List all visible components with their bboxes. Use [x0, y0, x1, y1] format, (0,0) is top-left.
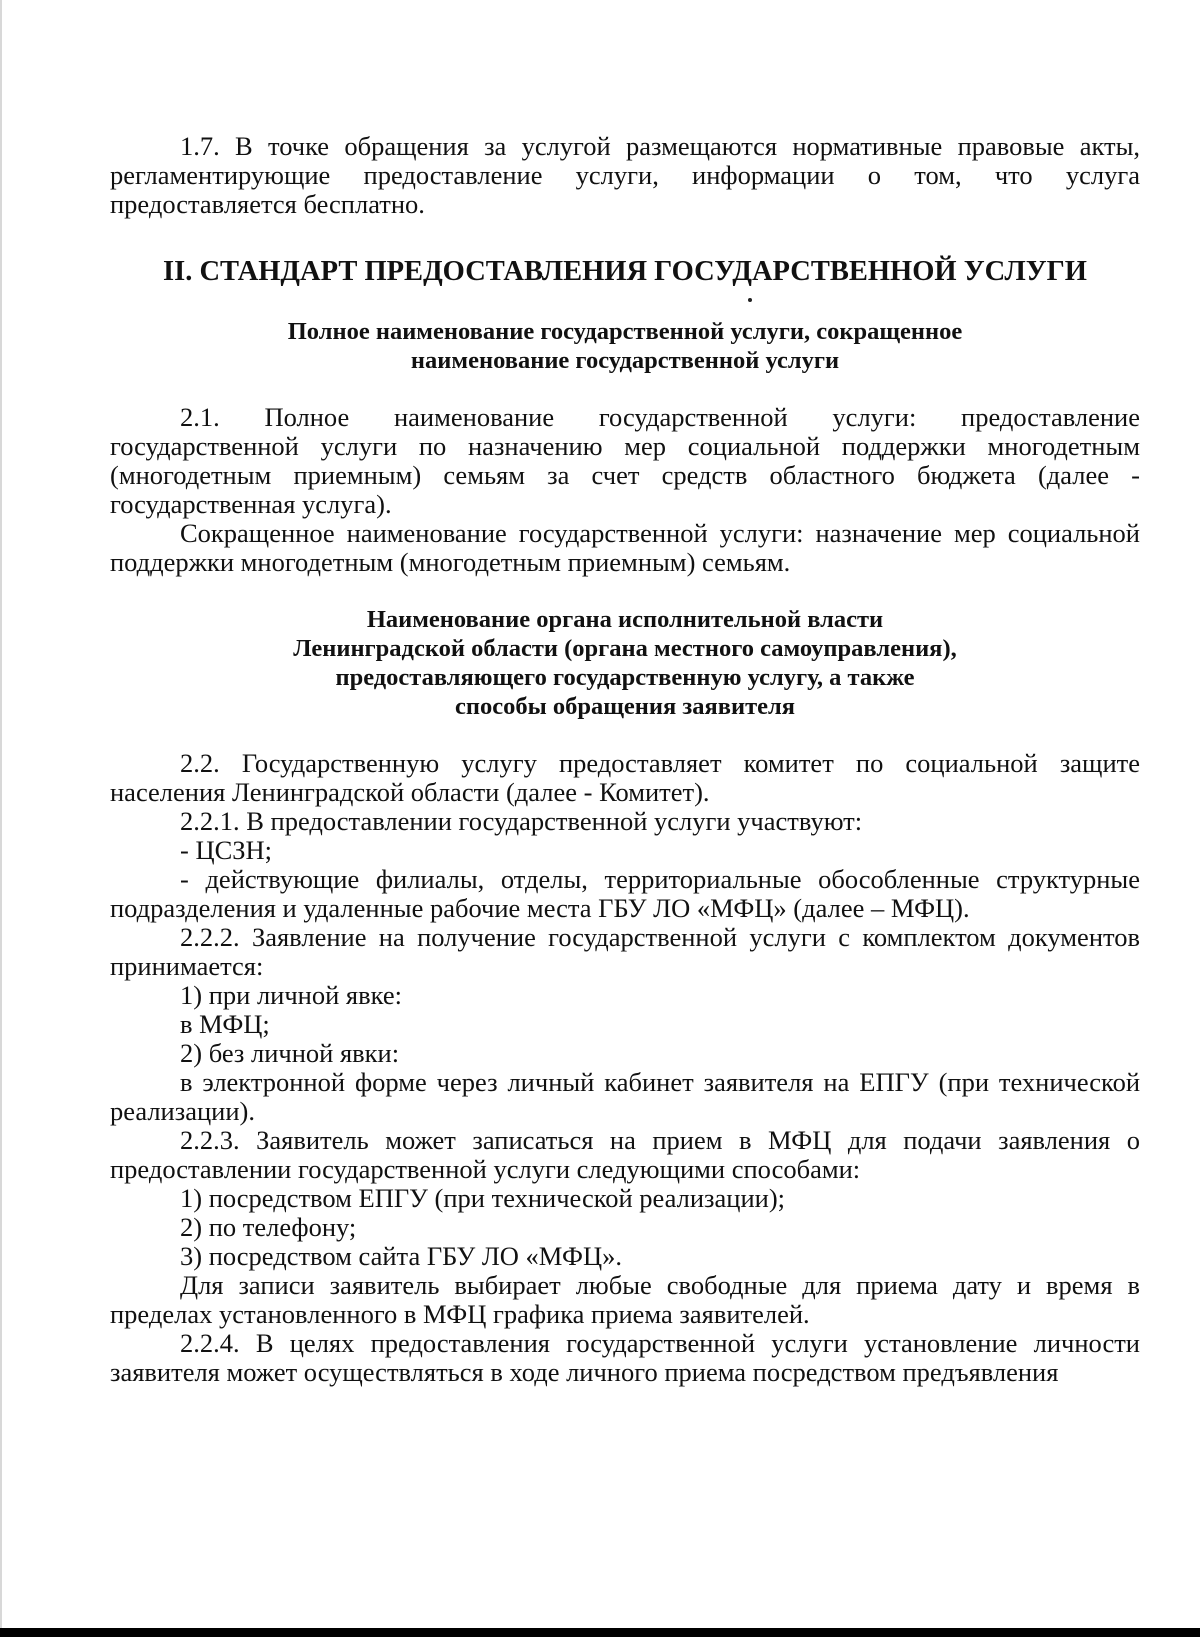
subtitle-full-name-line1: Полное наименование государственной услуги, сокращенное — [287, 318, 963, 345]
paragraph-2-1-short-name: Сокращенное наименование государственной услуги: назначение мер социальной поддержки многодетным (многодетным приемным) семьям. — [110, 518, 1140, 577]
list-item-no-visit: 2) без личной явки: — [180, 1038, 400, 1068]
list-item-electronic-form: в электронной форме через личный кабинет заявителя на ЕПГУ (при технической реализации). — [110, 1067, 1140, 1126]
paragraph-booking-note: Для записи заявитель выбирает любые свободные для приема дату и время в пределах установленного в МФЦ графика приема заявителей. — [110, 1270, 1140, 1329]
paragraph-2-2: 2.2. Государственную услугу предоставляет комитет по социальной защите населения Ленинградской области (далее - Комитет). — [110, 748, 1140, 807]
subtitle-full-name-line2: наименование государственной услуги — [410, 347, 840, 374]
section-title: II. СТАНДАРТ ПРЕДОСТАВЛЕНИЯ ГОСУДАРСТВЕННОЙ УСЛУГИ — [163, 256, 1087, 287]
paragraph-2-2-2: 2.2.2. Заявление на получение государственной услуги с комплектом документов принимается: — [110, 922, 1140, 981]
paragraph-2-2-3: 2.2.3. Заявитель может записаться на прием в МФЦ для подачи заявления о предоставлении государственной услуги следующими способами: — [110, 1125, 1140, 1184]
subtitle-authority-line3: предоставляющего государственную услугу, а также — [335, 664, 915, 691]
paragraph-2-1: 2.1. Полное наименование государственной услуги: предоставление государственной услуги по назначению мер социальной поддержки многодетным (многодетным приемным) семьям за счет средств областного бюджета (далее - государственная услуга). — [110, 402, 1140, 519]
paragraph-2-2-4: 2.2.4. В целях предоставления государственной услуги установление личности заявителя может осуществляться в ходе личного приема посредством предъявления — [110, 1328, 1140, 1387]
subtitle-authority-line1: Наименование органа исполнительной власти — [366, 606, 884, 633]
list-item-mfc-branches: - действующие филиалы, отделы, территориальные обособленные структурные подразделения и удаленные рабочие места ГБУ ЛО «МФЦ» (далее – МФЦ). — [110, 864, 1140, 923]
paragraph-2-2-1: 2.2.1. В предоставлении государственной услуги участвуют: — [180, 806, 863, 836]
list-item-in-mfc: в МФЦ; — [180, 1009, 270, 1039]
list-item-personal-visit: 1) при личной явке: — [180, 980, 402, 1010]
list-item-epgu: 1) посредством ЕПГУ (при технической реализации); — [180, 1183, 786, 1213]
paragraph-1-7: 1.7. В точке обращения за услугой размещаются нормативные правовые акты, регламентирующие предоставление услуги, информации о том, что услуга предоставляется бесплатно. — [110, 131, 1140, 219]
subtitle-authority-line4: способы обращения заявителя — [454, 693, 796, 720]
list-item-phone: 2) по телефону; — [180, 1212, 357, 1242]
scan-left-edge — [0, 0, 2, 1637]
list-item-cszn: - ЦСЗН; — [180, 835, 273, 865]
subtitle-authority-line2: Ленинградской области (органа местного самоуправления), — [293, 635, 957, 662]
stray-dot-mark — [748, 298, 752, 302]
list-item-mfc-site: 3) посредством сайта ГБУ ЛО «МФЦ». — [180, 1241, 622, 1271]
scan-bottom-edge — [0, 1628, 1200, 1637]
document-body — [110, 132, 1140, 1387]
